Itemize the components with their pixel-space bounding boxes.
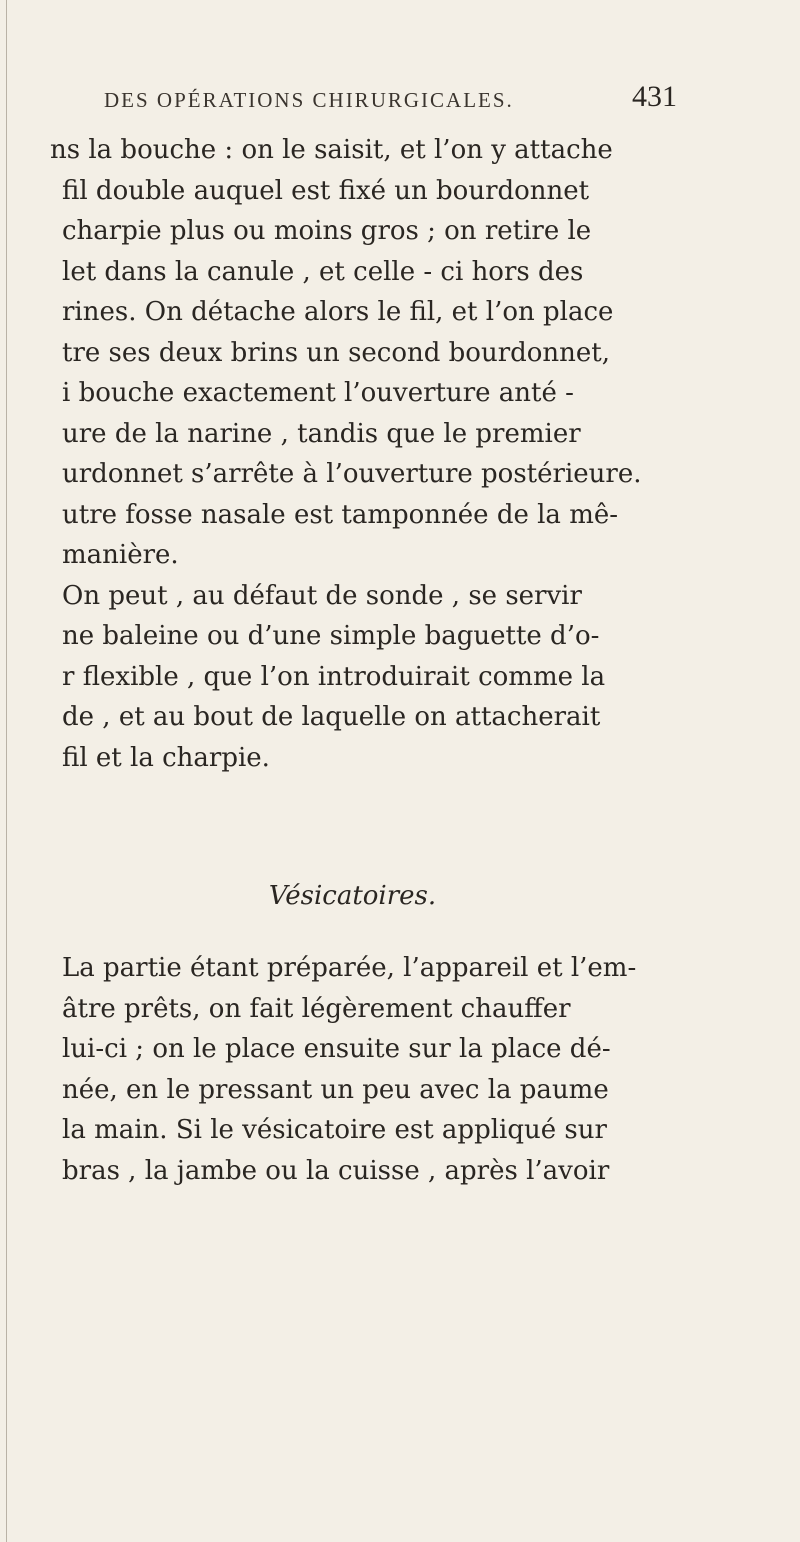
running-head — [0, 80, 800, 126]
text-line: rines. On détache alors le fil, et l’on place — [62, 297, 614, 327]
text-line: La partie étant préparée, l’appareil et l’em- — [62, 953, 637, 983]
text-line: On peut , au défaut de sonde , se servir — [62, 580, 582, 611]
text-line: r flexible , que l’on introduirait comme la — [62, 661, 606, 692]
body-text — [50, 130, 795, 1191]
text-line: ure de la narine , tandis que le premier — [62, 418, 581, 449]
text-line: née, en le pressant un peu avec la paume — [62, 1074, 609, 1105]
text-line: la main. Si le vésicatoire est appliqué sur — [62, 1115, 607, 1145]
section-heading: Vésicatoires. — [268, 881, 437, 911]
text-line: fil double auquel est fixé un bourdonnet — [62, 175, 590, 206]
text-line: manière. — [62, 540, 179, 570]
text-line: urdonnet s’arrête à l’ouverture postérieure. — [62, 459, 642, 489]
running-title: DES OPÉRATIONS CHIRURGICALES. — [104, 88, 514, 112]
paragraph-2 — [50, 576, 795, 779]
text-line: let dans la canule , et celle - ci hors des — [62, 256, 584, 287]
text-line: lui-ci ; on le place ensuite sur la place dé- — [62, 1034, 611, 1064]
text-line: fil et la charpie. — [62, 742, 270, 773]
paragraph-1 — [50, 130, 795, 576]
text-line: de , et au bout de laquelle on attacherait — [62, 702, 601, 732]
text-line: i bouche exactement l’ouverture anté - — [62, 378, 574, 408]
text-line: ns la bouche : on le saisit, et l’on y attache — [50, 135, 613, 165]
text-line: âtre prêts, on fait légèrement chauffer — [62, 993, 571, 1024]
text-line: bras , la jambe ou la cuisse , après l’avoir — [62, 1155, 610, 1186]
text-line: charpie plus ou moins gros ; on retire le — [62, 216, 592, 246]
section-gap — [50, 778, 795, 859]
page-edge-line — [6, 0, 7, 1542]
text-line: tre ses deux brins un second bourdonnet, — [62, 337, 611, 368]
page-number: 431 — [632, 80, 677, 113]
text-line: utre fosse nasale est tamponnée de la mê- — [62, 499, 619, 530]
text-line: ne baleine ou d’une simple baguette d’o- — [62, 621, 600, 651]
paragraph-3 — [50, 948, 795, 1191]
heading-gap — [50, 934, 795, 948]
